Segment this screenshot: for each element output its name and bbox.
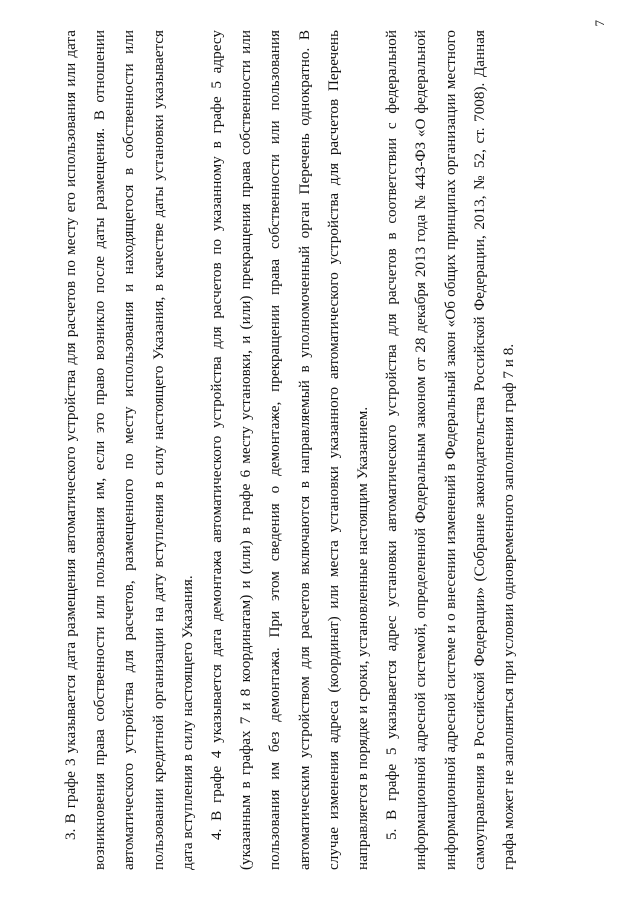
page-number: 7	[592, 20, 607, 27]
paragraph-graph-5: 5. В графе 5 указывается адрес установки автоматического устройства для расчетов в соответствии с федеральной информационной адресной системой, определенной Федеральным законом от 28 декабря 2013 года № 443-ФЗ «О федеральной информационной адресной системе и о внесении изменений в Федеральный закон «Об общих принципах организации местного самоуправления в Российской Федерации» (Собрание законодательства Российской Федерации, 2013, № 52, ст. 7008). Данная графа может не заполняться при условии одновременного заполнения граф 7 и 8.	[383, 30, 518, 870]
paragraph-graph-4: 4. В графе 4 указывается дата демонтажа автоматического устройства для расчетов по указанному в графе 5 адресу (указанным в графах 7 и 8 координатам) и (или) в графе 6 месту установки, и (или) прекращения права собственности или пользования им без демонтажа. При этом сведения о демонтаже, прекращении права собственности или пользования автоматическим устройством для расчетов включаются в направляемый в уполномоченный орган Перечень однократно. В случае изменения адреса (координат) или места установки указанного автоматического устройства для расчетов Перечень направляется в порядке и сроки, установленные настоящим Указанием.	[208, 30, 372, 870]
document-body	[56, 30, 523, 870]
paragraph-graph-3: 3. В графе 3 указывается дата размещения автоматического устройства для расчетов по месту его использования или дата возникновения права собственности или пользования им, если это право возникло после даты размещения. В отношении автоматического устройства для расчетов, размещенного по месту использования и находящегося в собственности или пользовании кредитной организации на дату вступления в силу настоящего Указания, в качестве даты установки указывается дата вступления в силу настоящего Указания.	[62, 30, 196, 870]
